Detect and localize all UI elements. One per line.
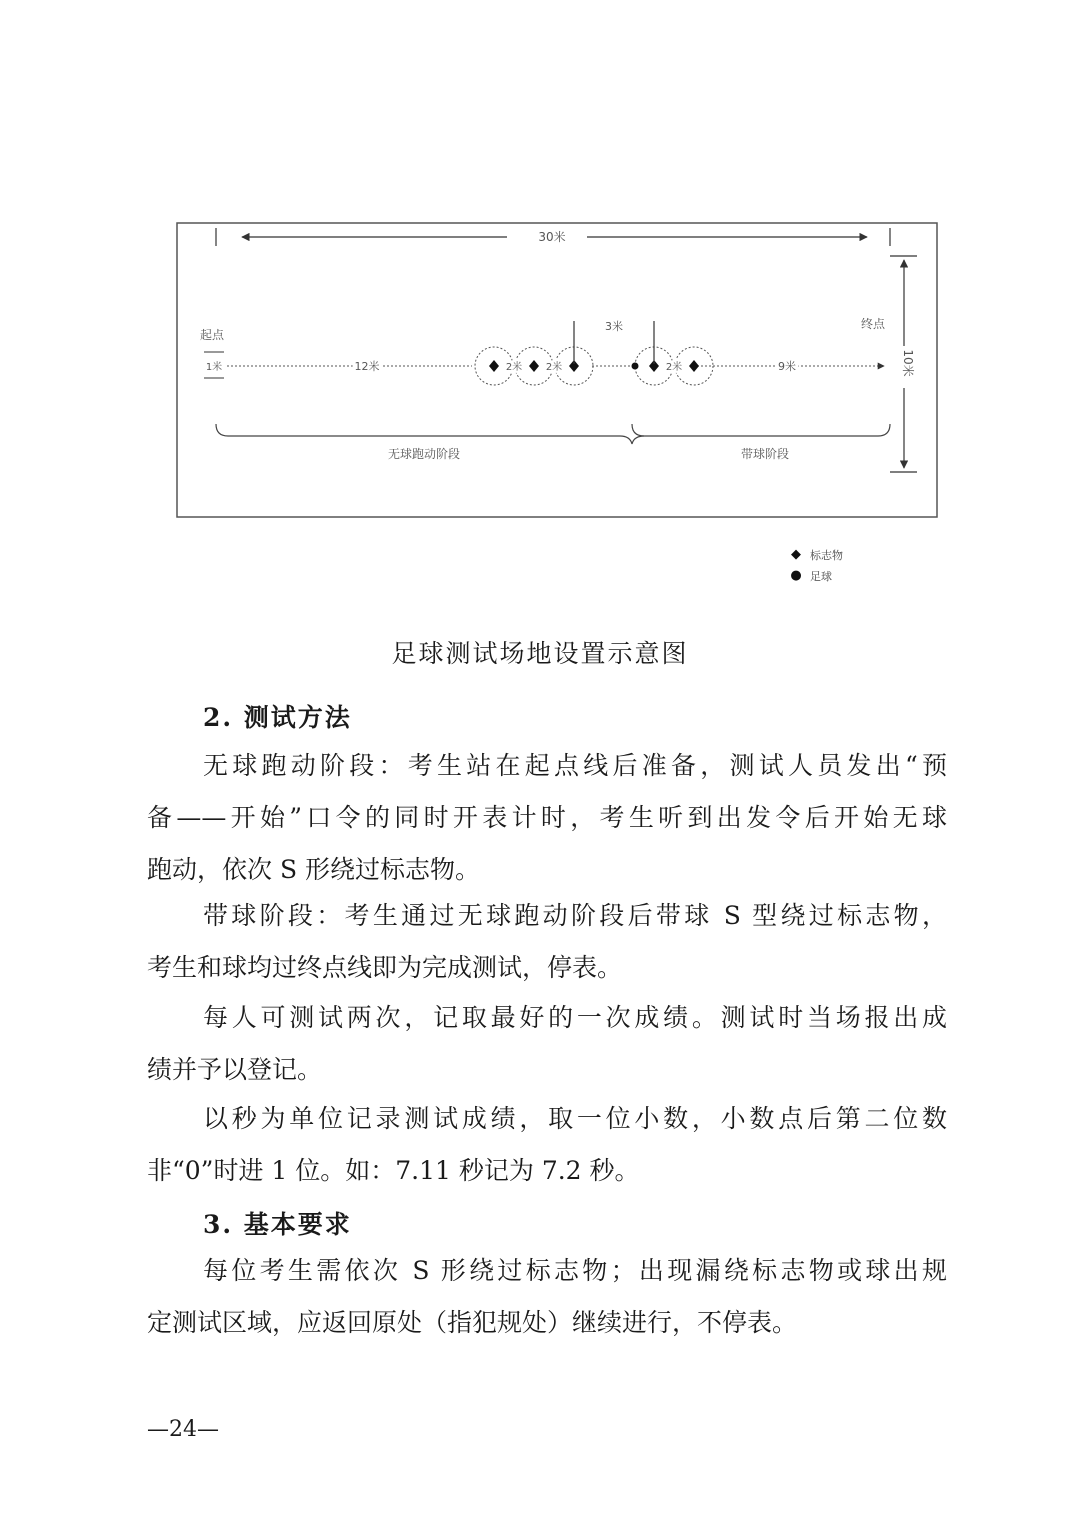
- start-width-label: 1米: [205, 362, 223, 373]
- section-2-paragraph-4: [147, 1093, 947, 1197]
- figure-caption: 足球测试场地设置示意图: [391, 639, 689, 668]
- width-label: 10米: [901, 349, 915, 377]
- section-3-paragraph-1: [147, 1245, 947, 1349]
- marker-diamond-2: [529, 360, 539, 372]
- phase2-label: 带球阶段: [740, 447, 790, 461]
- legend-marker-icon: ◆: [791, 547, 801, 562]
- section-3-heading: 3. 基本要求: [203, 1210, 352, 1239]
- text-line: 无球跑动阶段：考生站在起点线后准备，测试人员发出“预: [203, 751, 947, 780]
- phase1-label: 无球跑动阶段: [387, 447, 461, 461]
- page-number: —24—: [147, 1417, 219, 1442]
- gap-2m-label-1: 2米: [505, 362, 523, 373]
- text-line: 绩并予以登记。: [147, 1055, 323, 1084]
- gap-3m-label: 3米: [605, 320, 623, 333]
- legend-ball-row: [782, 565, 892, 586]
- section-2-paragraph-1: [147, 740, 947, 896]
- legend-marker-row: [782, 544, 892, 565]
- section-2-paragraph-2: [147, 890, 947, 994]
- legend-ball-label: 足球: [810, 569, 832, 583]
- gap-2m-label-2: 2米: [545, 362, 563, 373]
- ball-dot: [632, 363, 639, 370]
- phase2-brace: [632, 424, 890, 436]
- text-line: 每人可测试两次，记取最好的一次成绩。测试时当场报出成: [203, 1003, 947, 1032]
- finish-label: 终点: [861, 317, 886, 331]
- text-line: 以秒为单位记录测试成绩，取一位小数，小数点后第二位数: [203, 1104, 947, 1133]
- section-2-heading: 2. 测试方法: [203, 703, 352, 732]
- text-line: 带球阶段：考生通过无球跑动阶段后带球 S 型绕过标志物，: [203, 901, 947, 930]
- text-line: 备——开始”口令的同时开表计时，考生听到出发令后开始无球: [147, 803, 947, 832]
- text-line: 考生和球均过终点线即为完成测试，停表。: [147, 953, 623, 982]
- phase1-brace: [216, 424, 644, 444]
- total-length-label: 30米: [538, 230, 566, 244]
- text-line: 跑动，依次 S 形绕过标志物。: [147, 855, 481, 884]
- diagram-legend: [782, 544, 892, 588]
- marker-diamond-1: [489, 360, 499, 372]
- text-line: 非“0”时进 1 位。如：7.11 秒记为 7.2 秒。: [147, 1156, 640, 1185]
- segment-12m-label: 12米: [354, 360, 380, 373]
- legend-ball-icon: ●: [790, 568, 802, 583]
- start-label: 起点: [200, 328, 225, 342]
- field-layout-diagram: [172, 218, 942, 523]
- text-line: 每位考生需依次 S 形绕过标志物；出现漏绕标志物或球出规: [203, 1256, 947, 1285]
- segment-9m-label: 9米: [778, 360, 796, 373]
- marker-diamond-5: [689, 360, 699, 372]
- section-2-paragraph-3: [147, 992, 947, 1096]
- legend-marker-label: 标志物: [810, 548, 843, 562]
- text-line: 定测试区域，应返回原处（指犯规处）继续进行，不停表。: [147, 1308, 798, 1337]
- gap-2m-label-3: 2米: [665, 362, 683, 373]
